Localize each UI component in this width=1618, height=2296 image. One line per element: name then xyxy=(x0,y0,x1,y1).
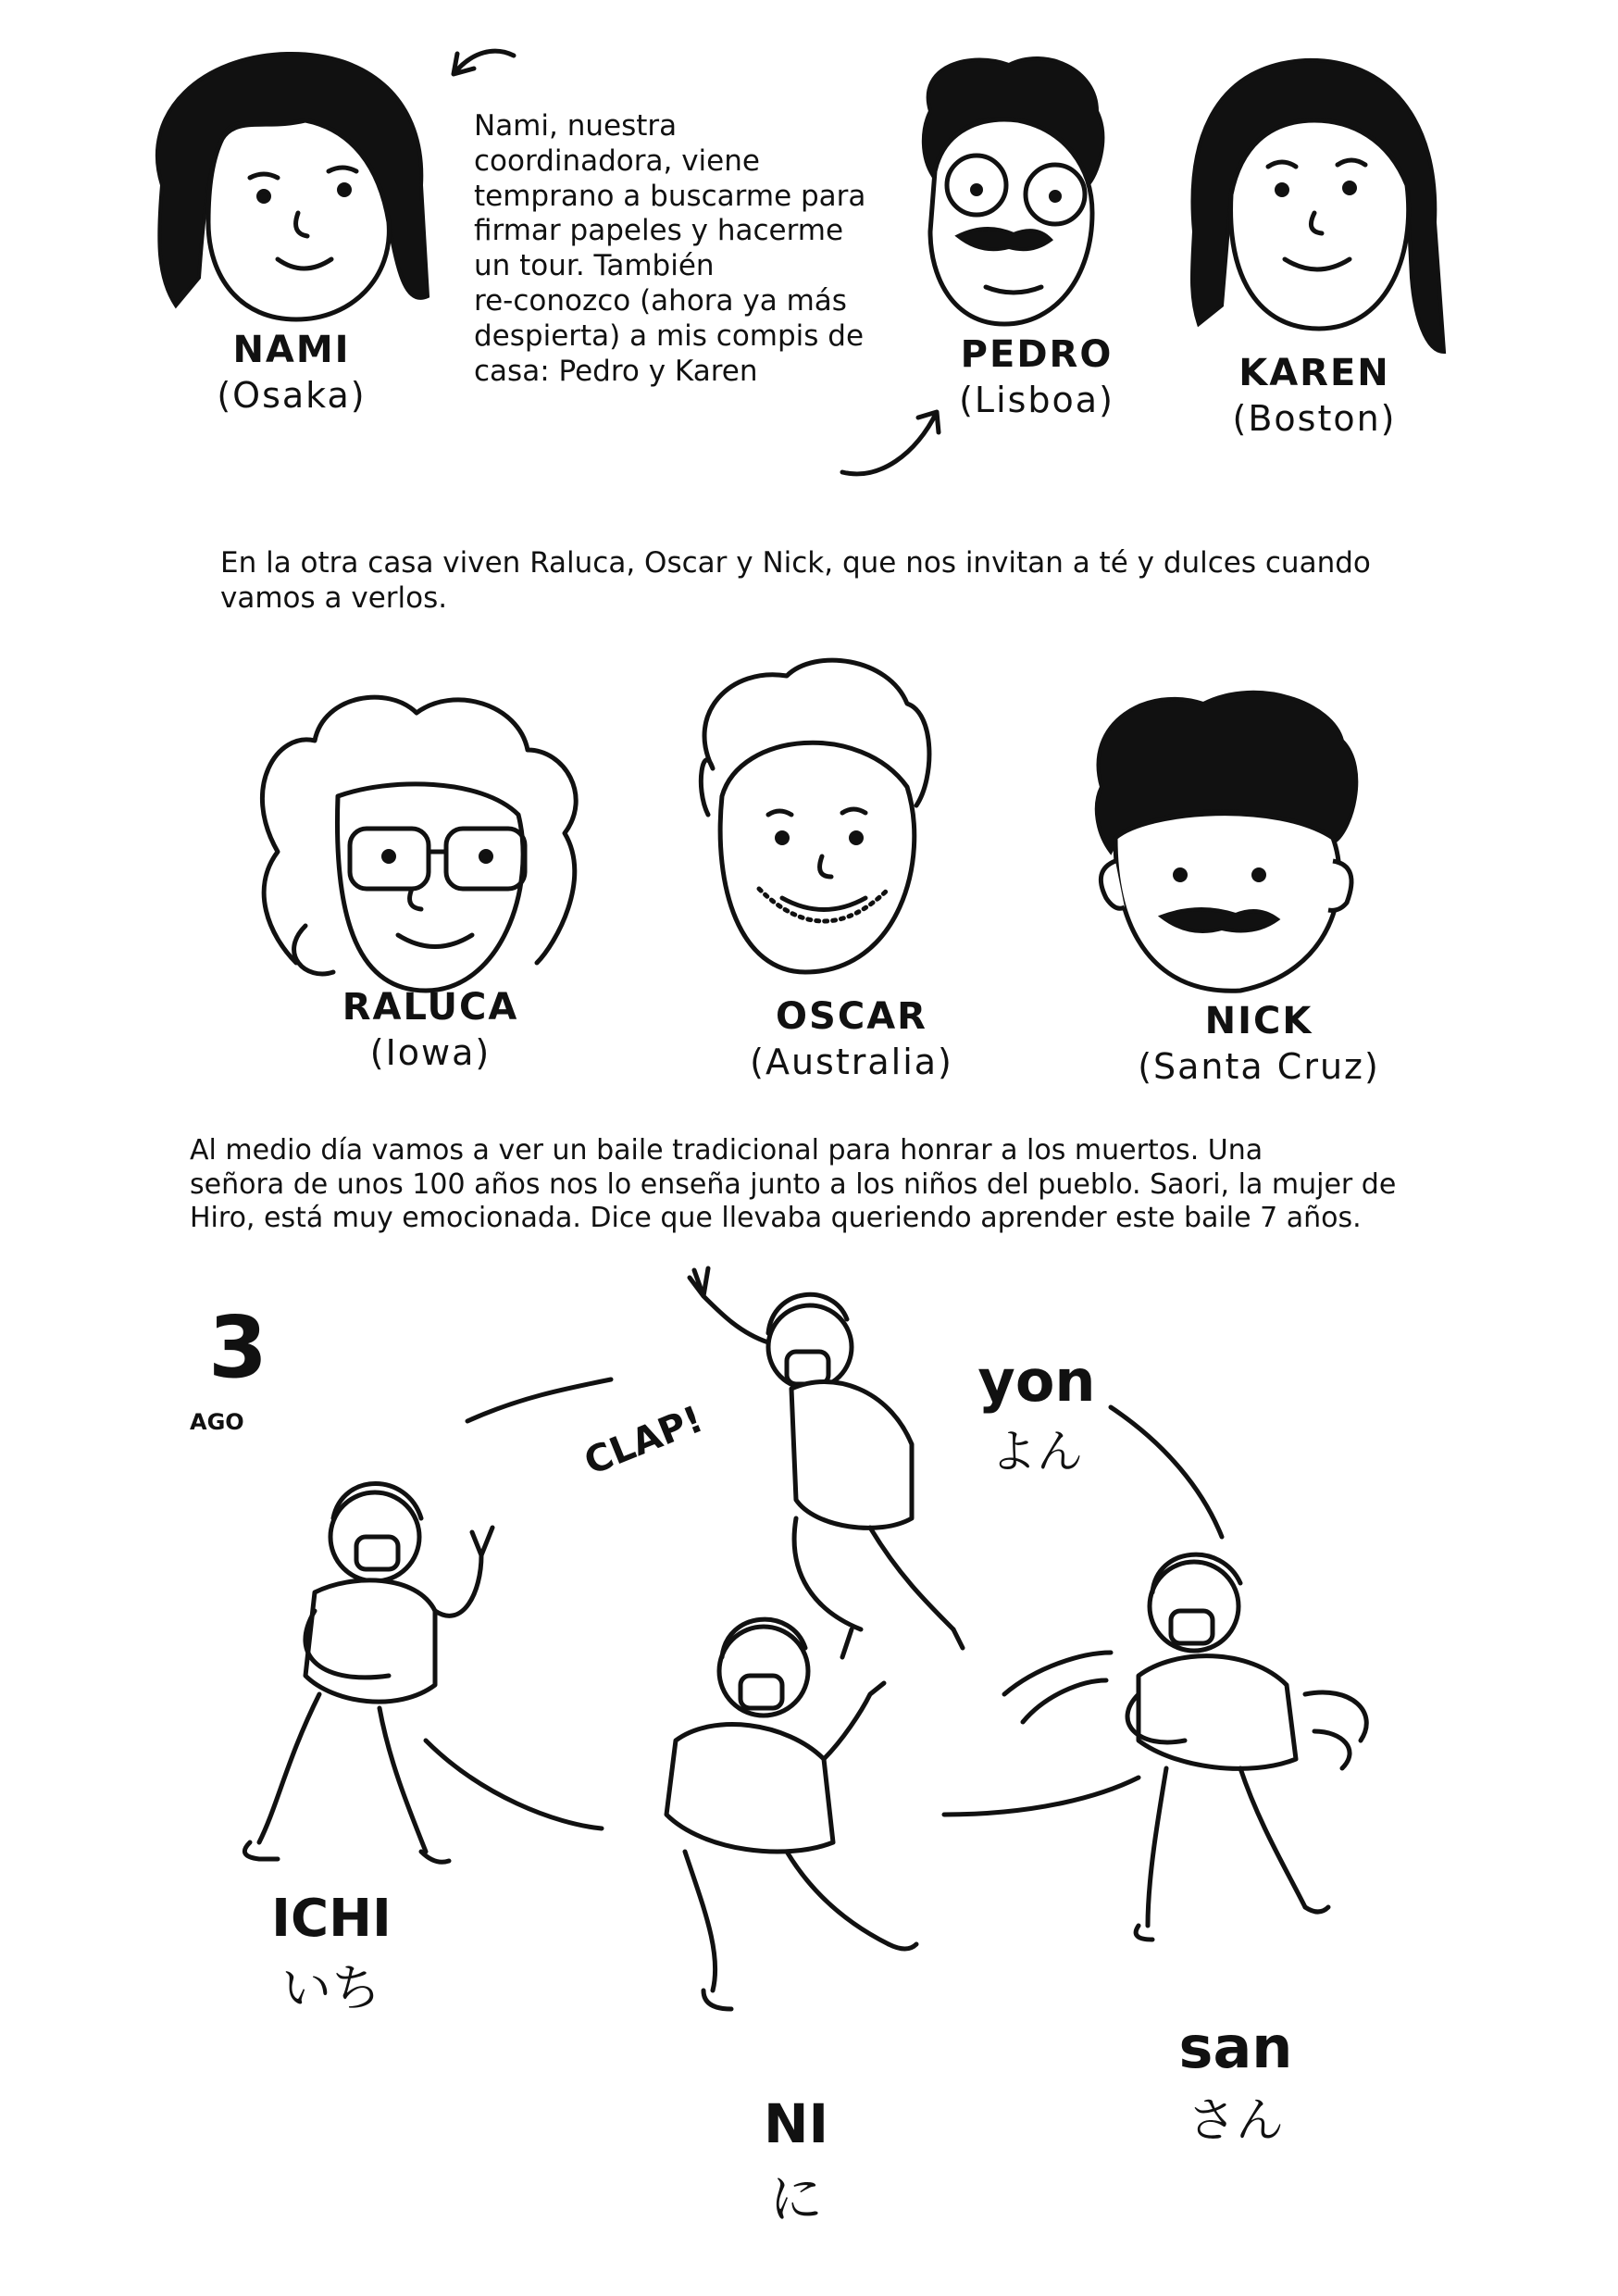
caption-nick xyxy=(1120,1000,1398,1087)
count-ni xyxy=(731,2092,861,2233)
person-origin: (Iowa) xyxy=(369,1032,492,1073)
house-text xyxy=(220,546,1424,617)
clap-label: CLAP! xyxy=(579,1398,709,1484)
count-ichi xyxy=(239,1889,424,2020)
count-san xyxy=(1143,2014,1328,2151)
intro-line: re-conozco (ahora ya más xyxy=(474,284,847,318)
pedro-portrait xyxy=(924,58,1103,324)
intro-line: temprano a buscarme para xyxy=(474,179,866,213)
dance-line: Al medio día vamos a ver un baile tradicional para honrar a los muertos. Una xyxy=(190,1134,1263,1167)
intro-line: casa: Pedro y Karen xyxy=(474,354,758,388)
dance-text xyxy=(190,1134,1430,1236)
person-name: NICK xyxy=(1204,1000,1313,1042)
dance-line: señora de unos 100 años nos lo enseña junto a los niños del pueblo. Saori, la mujer de xyxy=(190,1167,1397,1201)
dancer-san xyxy=(1127,1554,1328,1940)
count-yon xyxy=(953,1347,1120,1481)
person-name: RALUCA xyxy=(342,986,519,1029)
caption-pedro xyxy=(935,333,1139,420)
count-kana: よん xyxy=(990,1425,1083,1479)
person-origin: (Boston) xyxy=(1232,398,1397,439)
nick-portrait xyxy=(1097,693,1357,991)
raluca-portrait xyxy=(262,697,576,991)
caption-karen xyxy=(1203,352,1425,439)
caption-raluca xyxy=(310,986,551,1073)
count-roman: NI xyxy=(763,2092,829,2155)
person-name: OSCAR xyxy=(776,995,927,1038)
person-origin: (Lisboa) xyxy=(959,380,1114,420)
intro-text xyxy=(474,109,918,390)
intro-line: Nami, nuestra xyxy=(474,109,678,143)
person-origin: (Australia) xyxy=(750,1042,953,1082)
date-month: AGO xyxy=(190,1409,244,1435)
person-origin: (Osaka) xyxy=(217,375,367,416)
dance-line: Hiro, está muy emocionada. Dice que llevaba queriendo aprender este baile 7 años. xyxy=(190,1202,1362,1235)
person-name: KAREN xyxy=(1238,352,1390,394)
dancer-yon xyxy=(690,1268,963,1657)
intro-line: despierta) a mis compis de xyxy=(474,318,865,353)
oscar-portrait xyxy=(701,660,929,972)
count-roman: yon xyxy=(977,1347,1096,1415)
house-line: vamos a verlos. xyxy=(220,580,448,615)
intro-line: coordinadora, viene xyxy=(474,144,760,178)
caption-oscar xyxy=(731,995,972,1082)
count-roman: san xyxy=(1178,2014,1293,2081)
dancer-ni xyxy=(666,1619,916,2009)
count-roman: ICHI xyxy=(271,1889,392,1949)
count-kana: さん xyxy=(1187,2093,1284,2149)
person-name: PEDRO xyxy=(960,333,1114,376)
caption-nami xyxy=(180,329,403,416)
count-kana: いち xyxy=(281,1959,381,2017)
date-day: 3 xyxy=(208,1298,268,1397)
house-line: En la otra casa viven Raluca, Oscar y Nick, que nos invitan a té y dulces cuando xyxy=(220,546,1371,580)
dancer-ichi xyxy=(244,1484,492,1863)
count-kana: に xyxy=(768,2167,823,2230)
intro-line: firmar papeles y hacerme xyxy=(474,214,844,248)
intro-line: un tour. También xyxy=(474,249,715,283)
nami-portrait xyxy=(157,54,428,319)
arrow-icon xyxy=(454,51,514,74)
person-name: NAMI xyxy=(232,329,351,371)
karen-portrait xyxy=(1192,60,1444,352)
arrow-icon xyxy=(842,412,939,474)
person-origin: (Santa Cruz) xyxy=(1138,1046,1380,1087)
